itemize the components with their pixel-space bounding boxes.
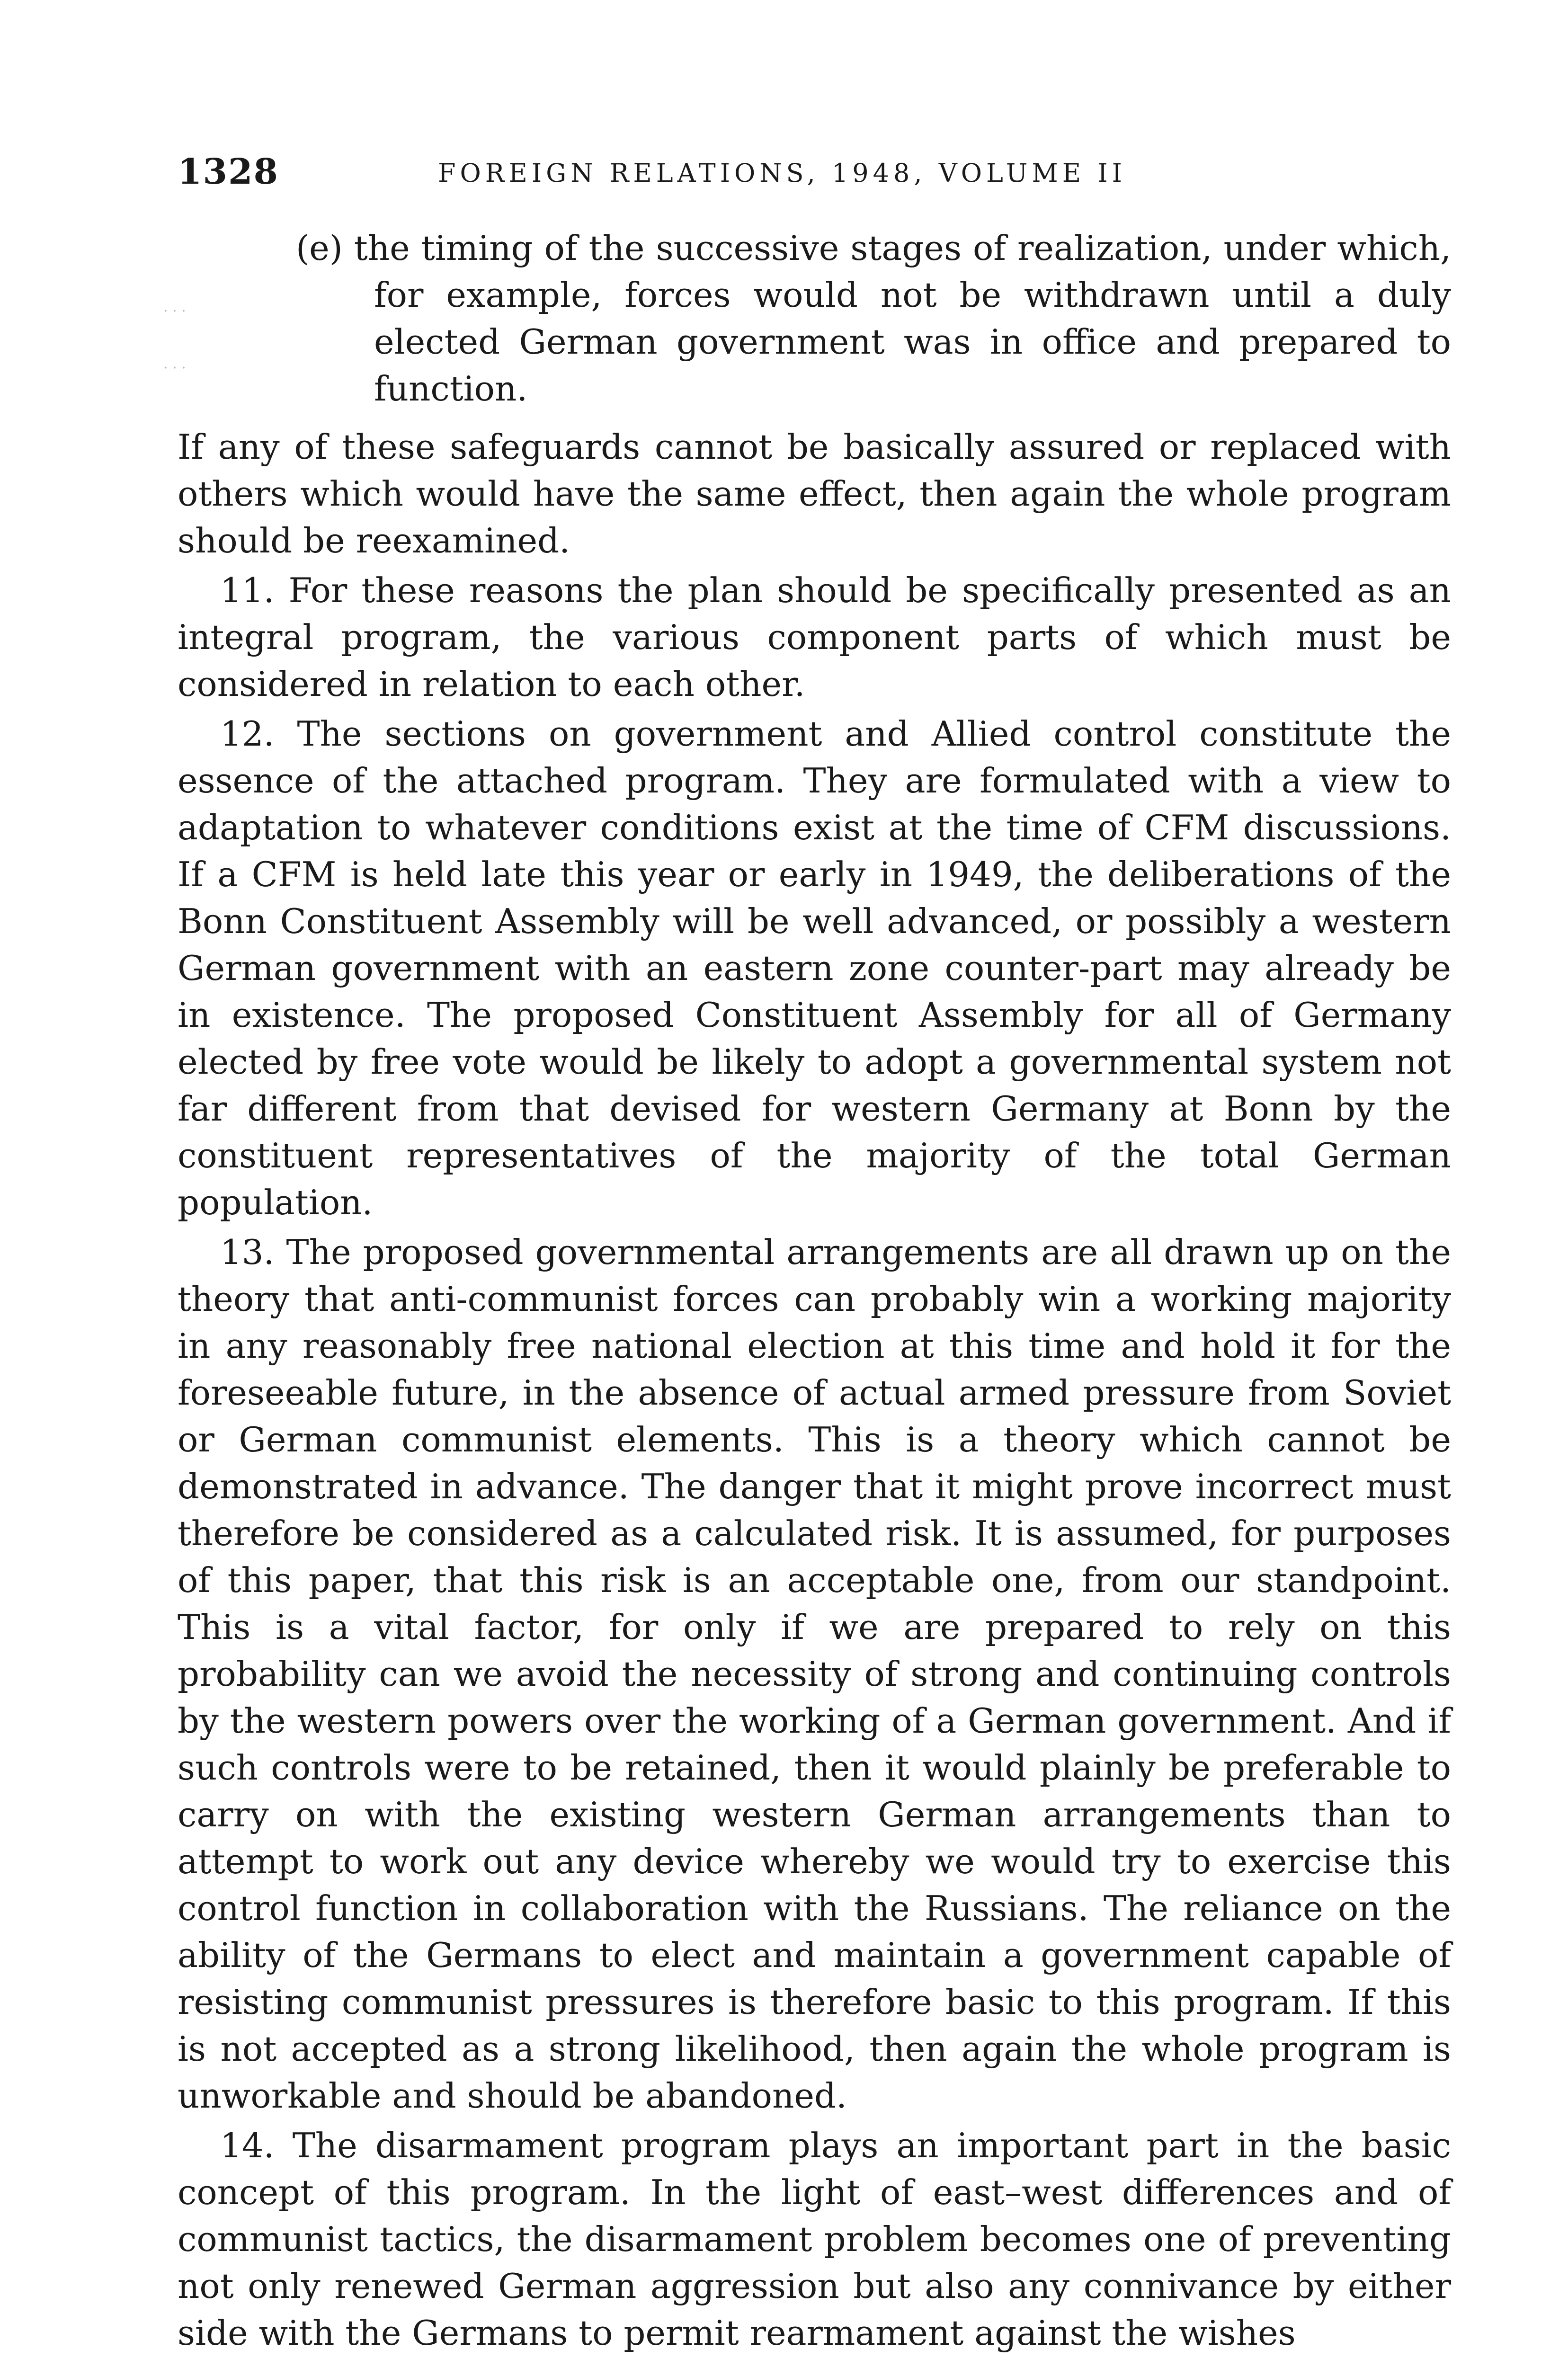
paragraph-11: 11. For these reasons the plan should be specifically presented as an integral program, the various component parts of which must be considered in relation to each other.	[178, 570, 1451, 704]
page-header	[178, 151, 1465, 204]
document-body	[178, 225, 1451, 2357]
paragraph-12: 12. The sections on government and Allied control constitute the essence of the attached program. They are formulated with a view to adaptation to whatever conditions exist at the time of CFM discussions. If a CFM is held late this year or early in 1949, the deliberations of the Bonn Constituent Assembly will be well advanced, or possibly a western German government with an eastern zone counter-part may already be in existence. The proposed Constituent Assembly for all of Germany elected by free vote would be likely to adopt a governmental system not far different from that devised for western Germany at Bonn by the constituent representatives of the majority of the total German population.	[178, 714, 1451, 1222]
scan-speck-mark: · · ·	[163, 360, 186, 376]
scan-speck-mark: · · ·	[163, 303, 186, 320]
paragraph-14: 14. The disarmament program plays an important part in the basic concept of this program. In the light of east–west differences and of communist tactics, the disarmament problem becomes one of preventing not only renewed German aggression but also any connivance by either side with the Germans to permit rearmament against the wishes	[178, 2126, 1451, 2353]
paragraph-13: 13. The proposed governmental arrangements are all drawn up on the theory that anti-communist forces can probably win a working majority in any reasonably free national election at this time and hold it for the foreseeable future, in the absence of actual armed pressure from Soviet or German communist elements. This is a theory which cannot be demonstrated in advance. The danger that it might prove incorrect must therefore be considered as a calculated risk. It is assumed, for purposes of this paper, that this risk is an acceptable one, from our standpoint. This is a vital factor, for only if we are prepared to rely on this probability can we avoid the necessity of strong and continuing controls by the western powers over the working of a German government. And if such controls were to be retained, then it would plainly be preferable to carry on with the existing western German arrangements than to attempt to work out any device whereby we would try to exercise this control function in collaboration with the Russians. The reliance on the ability of the Germans to elect and maintain a government capable of resisting communist pressures is therefore basic to this program. If this is not accepted as a strong likelihood, then again the whole program is unworkable and should be abandoned.	[178, 1232, 1451, 2116]
running-head: FOREIGN RELATIONS, 1948, VOLUME II	[438, 158, 1126, 188]
paragraph-safeguards: If any of these safeguards cannot be basically assured or replaced with others which would have the same effect, then again the whole program should be reexamined.	[178, 427, 1451, 561]
page-number: 1328	[178, 151, 279, 192]
list-item-e: (e) the timing of the successive stages of realization, under which, for example, forces would not be withdrawn until a duly elected German government was in office and prepared to function.	[296, 228, 1451, 409]
